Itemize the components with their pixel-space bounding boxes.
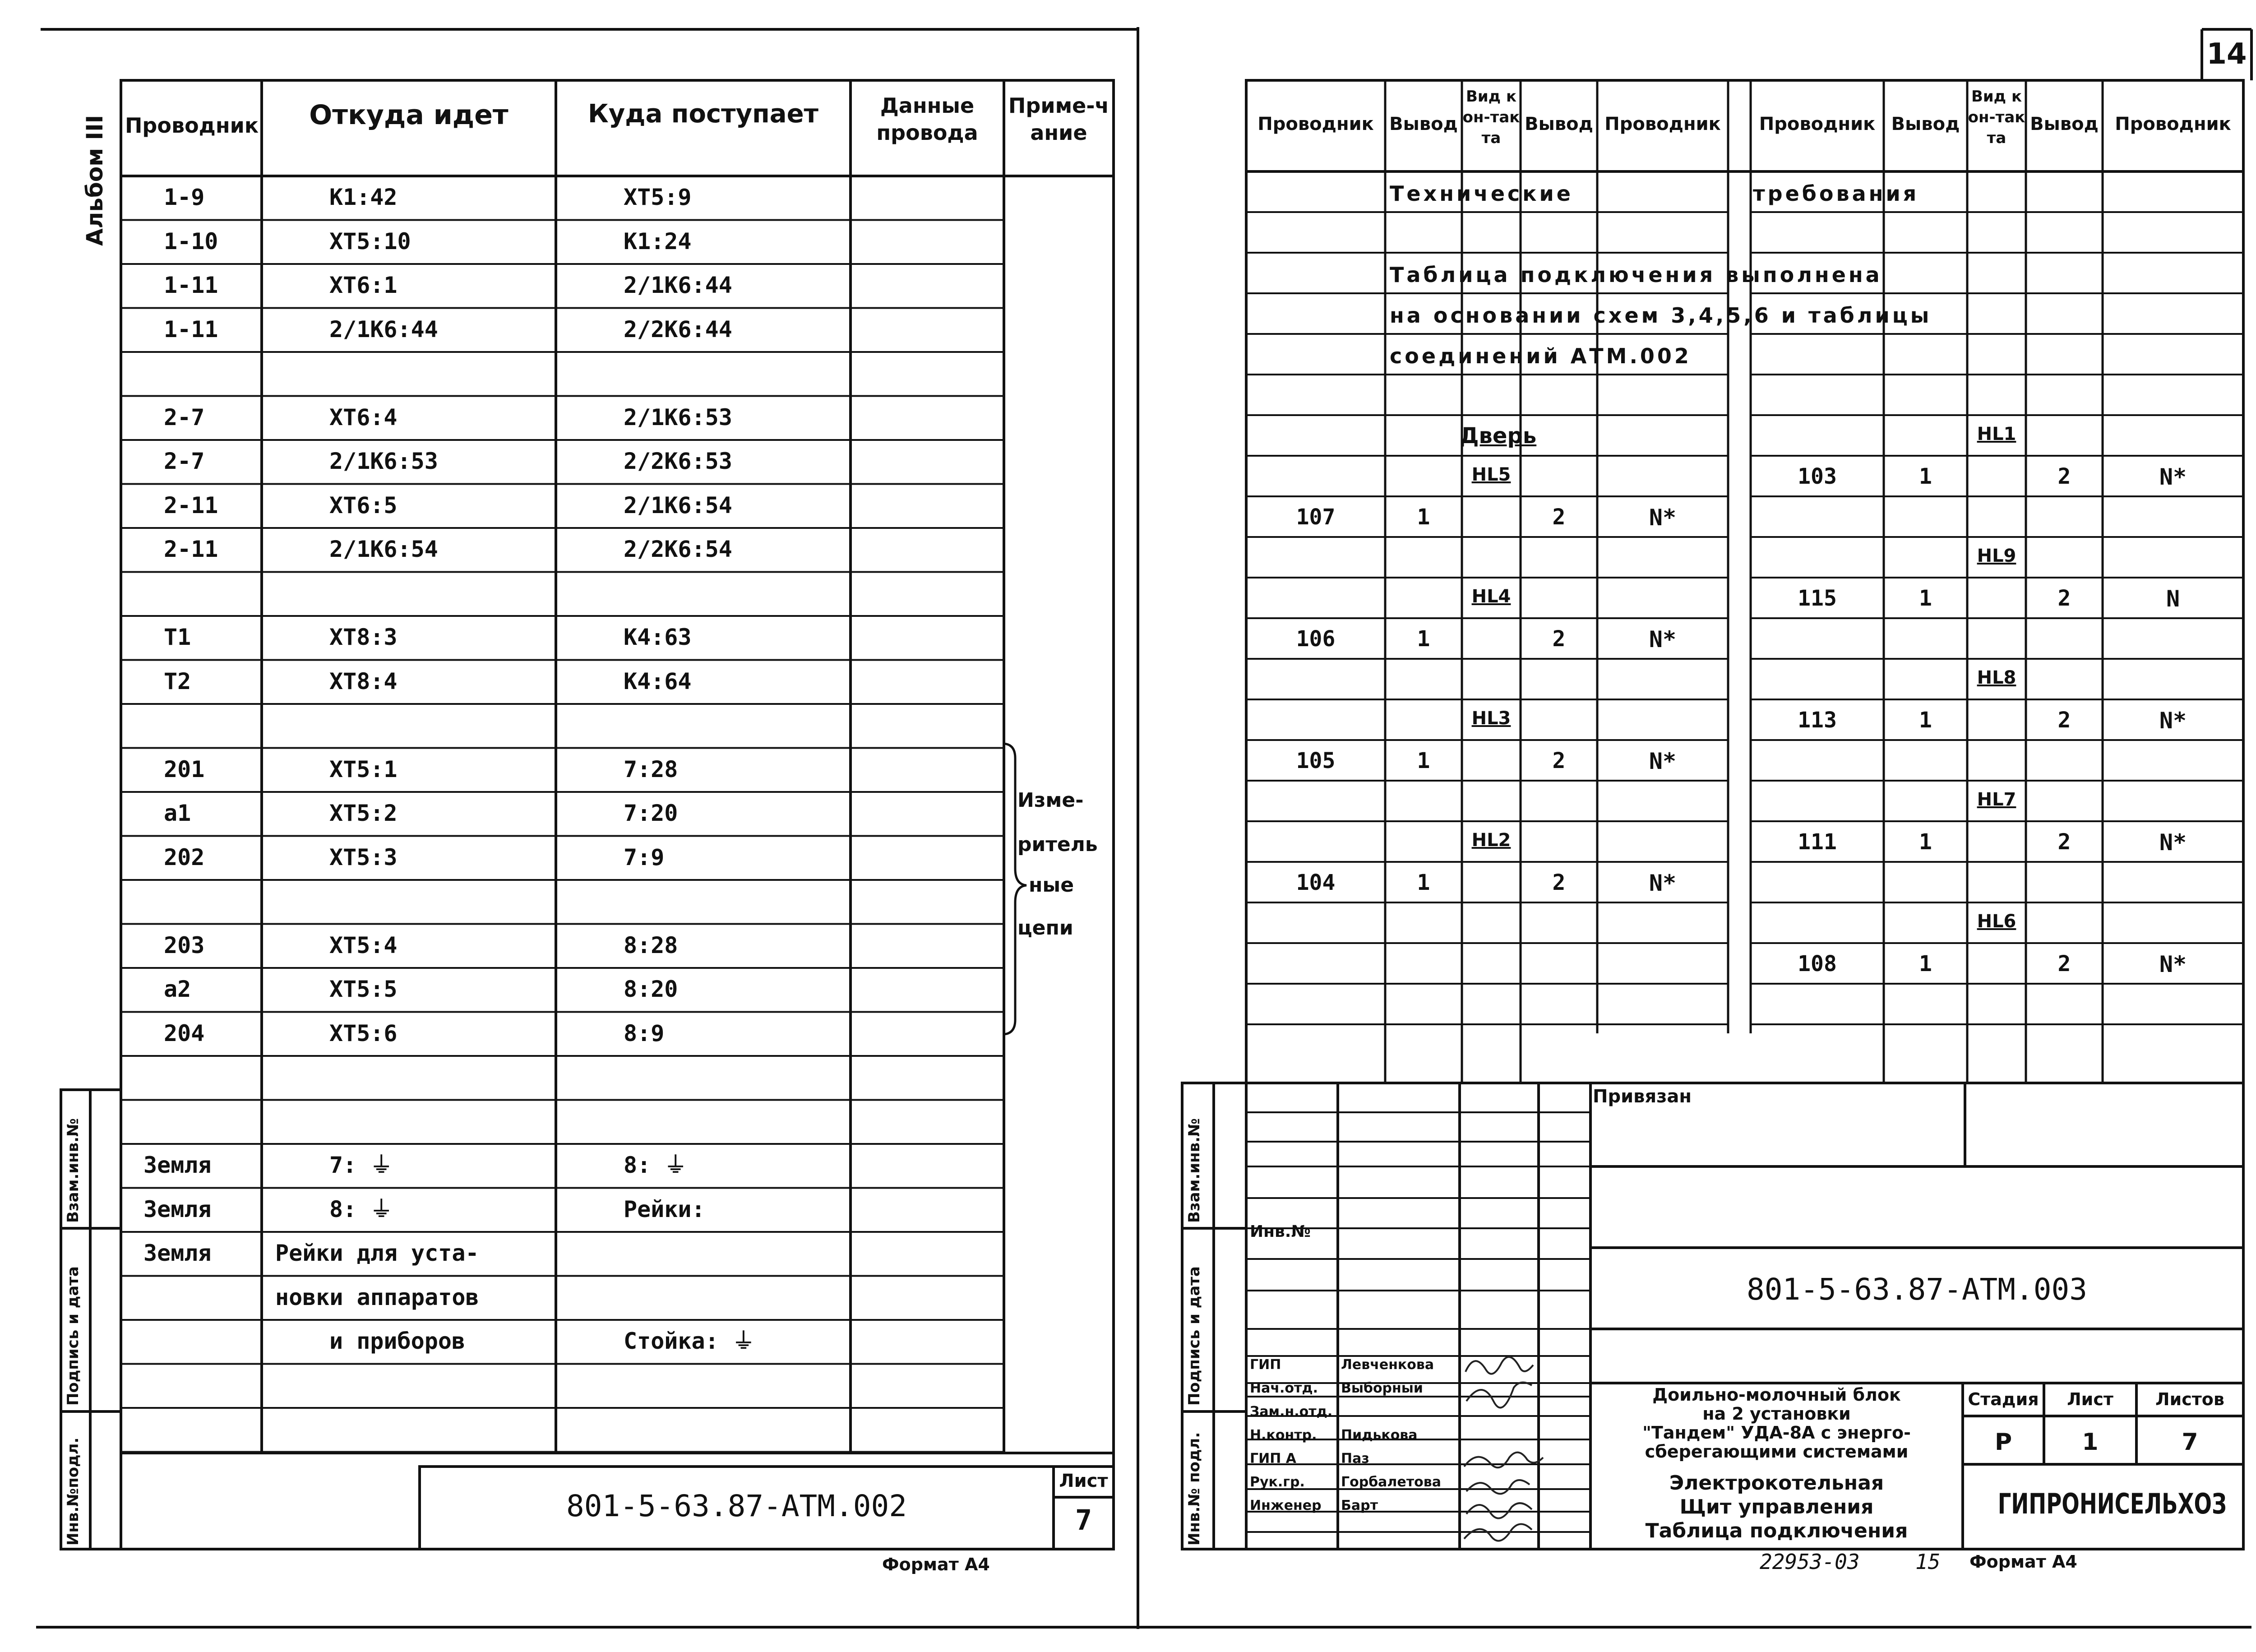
person-name: Паз bbox=[1341, 1451, 1369, 1467]
person-name: Левченкова bbox=[1341, 1357, 1434, 1373]
to-cell: 7:28 bbox=[624, 756, 678, 782]
page-number: 14 bbox=[2206, 37, 2247, 71]
sheet-label: Лист bbox=[1059, 1471, 1108, 1491]
sheet-value: 1 bbox=[2082, 1429, 2099, 1456]
to-cell: Стойка: ⏚ bbox=[624, 1328, 755, 1354]
conductor-cell: Земля bbox=[143, 1152, 212, 1178]
conductor-cell: 106 bbox=[1296, 626, 1336, 652]
side-stamp-label: Инв.№подл. bbox=[64, 1437, 82, 1546]
document-code: 801-5-63.87-АТМ.002 bbox=[566, 1489, 907, 1523]
sheet-label: Лист bbox=[2067, 1389, 2113, 1409]
role-label: Зам.н.отд. bbox=[1250, 1404, 1333, 1420]
requirements-text: Технические bbox=[1390, 181, 1573, 206]
to-cell: К4:63 bbox=[624, 624, 692, 650]
from-cell: ХТ5:2 bbox=[329, 800, 398, 826]
indicator-label: HL5 bbox=[1471, 464, 1511, 485]
conductor-cell: 111 bbox=[1798, 829, 1837, 855]
sheets-label: Листов bbox=[2155, 1389, 2224, 1409]
conductor-cell: 204 bbox=[164, 1020, 205, 1046]
to-cell: ХТ5:9 bbox=[624, 184, 692, 210]
header-from: Откуда идет bbox=[309, 99, 509, 131]
from-cell: ХТ8:4 bbox=[329, 668, 398, 694]
terminal-cell: 2 bbox=[2057, 586, 2071, 611]
conductor-cell: N* bbox=[2159, 951, 2187, 977]
to-cell: 2/2К6:53 bbox=[624, 448, 732, 474]
from-cell: и приборов bbox=[329, 1328, 466, 1354]
from-cell: ХТ5:10 bbox=[329, 228, 411, 255]
person-name: Горбалетова bbox=[1341, 1474, 1441, 1490]
from-cell: 7: ⏚ bbox=[329, 1152, 393, 1178]
from-cell: ХТ6:4 bbox=[329, 404, 398, 430]
inv-no-label: Инв.№ bbox=[1250, 1222, 1311, 1241]
terminal-cell: 2 bbox=[1552, 870, 1566, 895]
terminal-cell: 1 bbox=[1417, 870, 1430, 895]
sheets-value: 7 bbox=[2182, 1429, 2198, 1456]
terminal-cell: 1 bbox=[1919, 586, 1932, 611]
role-label: Инженер bbox=[1250, 1498, 1322, 1513]
note-line: Изме- bbox=[1017, 789, 1084, 812]
conductor-cell: N bbox=[2166, 586, 2180, 612]
indicator-label: HL4 bbox=[1471, 586, 1511, 607]
from-cell: ХТ5:6 bbox=[329, 1020, 398, 1046]
conductor-cell: Т1 bbox=[164, 624, 191, 650]
conductor-cell: а1 bbox=[164, 800, 191, 826]
conductor-cell: 105 bbox=[1296, 748, 1336, 773]
conductor-cell: 1-11 bbox=[164, 272, 218, 298]
from-cell: новки аппаратов bbox=[275, 1284, 479, 1310]
conductor-cell: 2-11 bbox=[164, 492, 218, 518]
column-header: Вывод bbox=[1891, 114, 1960, 134]
role-label: Н.контр. bbox=[1250, 1427, 1317, 1443]
terminal-cell: 2 bbox=[2057, 708, 2071, 733]
from-cell: ХТ6:1 bbox=[329, 272, 398, 298]
conductor-cell: 103 bbox=[1798, 464, 1837, 489]
to-cell: Рейки: bbox=[624, 1196, 705, 1222]
door-label: Дверь bbox=[1459, 423, 1537, 449]
note-line: ритель bbox=[1017, 833, 1098, 856]
conductor-cell: 113 bbox=[1798, 708, 1837, 733]
conductor-cell: N* bbox=[1649, 748, 1677, 774]
conductor-cell: 107 bbox=[1296, 504, 1336, 530]
from-cell: ХТ5:5 bbox=[329, 976, 398, 1002]
to-cell: 8:9 bbox=[624, 1020, 665, 1046]
indicator-label: HL9 bbox=[1977, 546, 2016, 566]
sheet-title-line: Щит управления bbox=[1679, 1495, 1874, 1518]
from-cell: ХТ6:5 bbox=[329, 492, 398, 518]
role-label: ГИП bbox=[1250, 1357, 1281, 1373]
side-stamp-label: Взам.инв.№ bbox=[1185, 1118, 1203, 1223]
conductor-cell: а2 bbox=[164, 976, 191, 1002]
from-cell: ХТ5:3 bbox=[329, 844, 398, 870]
terminal-cell: 1 bbox=[1417, 504, 1430, 530]
column-header: Вид кон-такта bbox=[1968, 88, 2025, 147]
tied-label: Привязан bbox=[1593, 1086, 1692, 1107]
conductor-cell: Земля bbox=[143, 1196, 212, 1222]
signature-marks bbox=[1464, 1357, 1543, 1541]
conductor-cell: 2-7 bbox=[164, 448, 205, 474]
conductor-cell: Т2 bbox=[164, 668, 191, 694]
conductor-cell: 104 bbox=[1296, 870, 1336, 895]
note-line: ные bbox=[1029, 874, 1074, 897]
archive-number: 22953-03 bbox=[1760, 1550, 1860, 1574]
indicator-label: HL7 bbox=[1977, 789, 2016, 810]
indicator-label: HL3 bbox=[1471, 708, 1511, 729]
to-cell: 2/2К6:44 bbox=[624, 316, 732, 342]
from-cell: ХТ5:1 bbox=[329, 756, 398, 782]
from-cell: 8: ⏚ bbox=[329, 1196, 393, 1222]
to-cell: 8:20 bbox=[624, 976, 678, 1002]
format-label: Формат А4 bbox=[1969, 1552, 2077, 1572]
header-to: Куда поступает bbox=[587, 99, 819, 129]
person-name: Выборный bbox=[1341, 1380, 1423, 1396]
header-conductor: Проводник bbox=[125, 113, 259, 138]
conductor-cell: 108 bbox=[1798, 951, 1837, 976]
conductor-cell: 2-11 bbox=[164, 536, 218, 562]
from-cell: ХТ8:3 bbox=[329, 624, 398, 650]
conductor-cell: N* bbox=[2159, 464, 2187, 490]
from-cell: 2/1К6:54 bbox=[329, 536, 438, 562]
side-stamp-label: Инв.№ подл. bbox=[1185, 1432, 1203, 1546]
to-cell: 8: ⏚ bbox=[624, 1152, 687, 1178]
column-header: Вывод bbox=[1525, 114, 1593, 134]
header-wire-data: Данные провода bbox=[876, 93, 978, 145]
side-stamp-label: Подпись и дата bbox=[1185, 1266, 1203, 1406]
requirements-text: Таблица подключения выполнена bbox=[1390, 263, 1882, 287]
column-header: Вывод bbox=[1389, 114, 1458, 134]
indicator-label: HL1 bbox=[1977, 424, 2016, 444]
from-cell: ХТ5:4 bbox=[329, 932, 398, 958]
to-cell: К4:64 bbox=[624, 668, 692, 694]
terminal-cell: 2 bbox=[1552, 748, 1566, 773]
conductor-cell: 1-11 bbox=[164, 316, 218, 342]
indicator-label: HL6 bbox=[1977, 911, 2016, 932]
terminal-cell: 2 bbox=[1552, 504, 1566, 530]
note-line: цепи bbox=[1017, 916, 1073, 939]
conductor-cell: 203 bbox=[164, 932, 205, 958]
person-name: Барт bbox=[1341, 1498, 1378, 1513]
conductor-cell: N* bbox=[1649, 626, 1677, 652]
conductor-cell: 201 bbox=[164, 756, 205, 782]
document-code: 801-5-63.87-АТМ.003 bbox=[1747, 1272, 2087, 1307]
column-header: Проводник bbox=[1604, 114, 1721, 134]
terminal-cell: 1 bbox=[1919, 829, 1932, 855]
album-label: Альбом III bbox=[82, 115, 108, 246]
to-cell: 8:28 bbox=[624, 932, 678, 958]
from-cell: 2/1К6:44 bbox=[329, 316, 438, 342]
conductor-cell: 2-7 bbox=[164, 404, 205, 430]
side-stamp-label: Взам.инв.№ bbox=[64, 1118, 82, 1223]
stage-value: Р bbox=[1994, 1429, 2012, 1456]
conductor-cell: 202 bbox=[164, 844, 205, 870]
project-title-line: сберегающими системами bbox=[1645, 1442, 1909, 1462]
role-label: Рук.гр. bbox=[1250, 1474, 1305, 1490]
role-label: ГИП А bbox=[1250, 1451, 1296, 1467]
to-cell: 2/1К6:54 bbox=[624, 492, 732, 518]
format-label: Формат А4 bbox=[882, 1555, 990, 1574]
project-title-line: "Тандем" УДА-8А с энерго- bbox=[1642, 1423, 1911, 1443]
conductor-cell: N* bbox=[1649, 504, 1677, 531]
column-header: Проводник bbox=[2115, 114, 2231, 134]
organization-name: ГИПРОНИСЕЛЬХОЗ bbox=[1997, 1487, 2227, 1520]
to-cell: 2/1К6:44 bbox=[624, 272, 732, 298]
terminal-cell: 1 bbox=[1417, 626, 1430, 652]
indicator-label: HL2 bbox=[1471, 830, 1511, 851]
conductor-cell: N* bbox=[2159, 708, 2187, 734]
page-index: 15 bbox=[1915, 1550, 1941, 1574]
column-header: Вывод bbox=[2030, 114, 2099, 134]
to-cell: 7:20 bbox=[624, 800, 678, 826]
terminal-cell: 2 bbox=[2057, 829, 2071, 855]
to-cell: 2/2К6:54 bbox=[624, 536, 732, 562]
terminal-cell: 2 bbox=[2057, 951, 2071, 976]
terminal-cell: 1 bbox=[1919, 951, 1932, 976]
to-cell: 7:9 bbox=[624, 844, 665, 870]
requirements-text: требования bbox=[1753, 181, 1919, 206]
requirements-text: на основании схем 3,4,5,6 и таблицы bbox=[1390, 303, 1932, 328]
header-note: Приме-чание bbox=[1008, 93, 1110, 145]
from-cell: К1:42 bbox=[329, 184, 398, 210]
stage-label: Стадия bbox=[1968, 1389, 2039, 1409]
terminal-cell: 2 bbox=[2057, 464, 2071, 489]
sheet-title-line: Таблица подключения bbox=[1645, 1519, 1908, 1542]
side-stamp-label: Подпись и дата bbox=[64, 1266, 82, 1406]
from-cell: Рейки для уста- bbox=[275, 1240, 479, 1266]
person-name: Пидькова bbox=[1341, 1427, 1418, 1443]
conductor-cell: 115 bbox=[1798, 586, 1837, 611]
project-title-line: Доильно-молочный блок bbox=[1652, 1385, 1901, 1405]
project-title-line: на 2 установки bbox=[1702, 1404, 1851, 1424]
to-cell: К1:24 bbox=[624, 228, 692, 255]
conductor-cell: Земля bbox=[143, 1240, 212, 1266]
to-cell: 2/1К6:53 bbox=[624, 404, 732, 430]
terminal-cell: 1 bbox=[1919, 708, 1932, 733]
conductor-cell: N* bbox=[1649, 870, 1677, 896]
terminal-cell: 1 bbox=[1919, 464, 1932, 489]
conductor-cell: N* bbox=[2159, 829, 2187, 856]
from-cell: 2/1К6:53 bbox=[329, 448, 438, 474]
conductor-cell: 1-10 bbox=[164, 228, 218, 255]
sheet-number: 7 bbox=[1075, 1504, 1092, 1536]
column-header: Проводник bbox=[1257, 114, 1374, 134]
column-header: Проводник bbox=[1759, 114, 1876, 134]
column-header: Вид кон-такта bbox=[1462, 88, 1520, 147]
terminal-cell: 1 bbox=[1417, 748, 1430, 773]
terminal-cell: 2 bbox=[1552, 626, 1566, 652]
indicator-label: HL8 bbox=[1977, 667, 2016, 688]
sheet-title-line: Электрокотельная bbox=[1669, 1472, 1884, 1495]
conductor-cell: 1-9 bbox=[164, 184, 205, 210]
requirements-text: соединений АТМ.002 bbox=[1390, 344, 1692, 368]
role-label: Нач.отд. bbox=[1250, 1380, 1318, 1396]
